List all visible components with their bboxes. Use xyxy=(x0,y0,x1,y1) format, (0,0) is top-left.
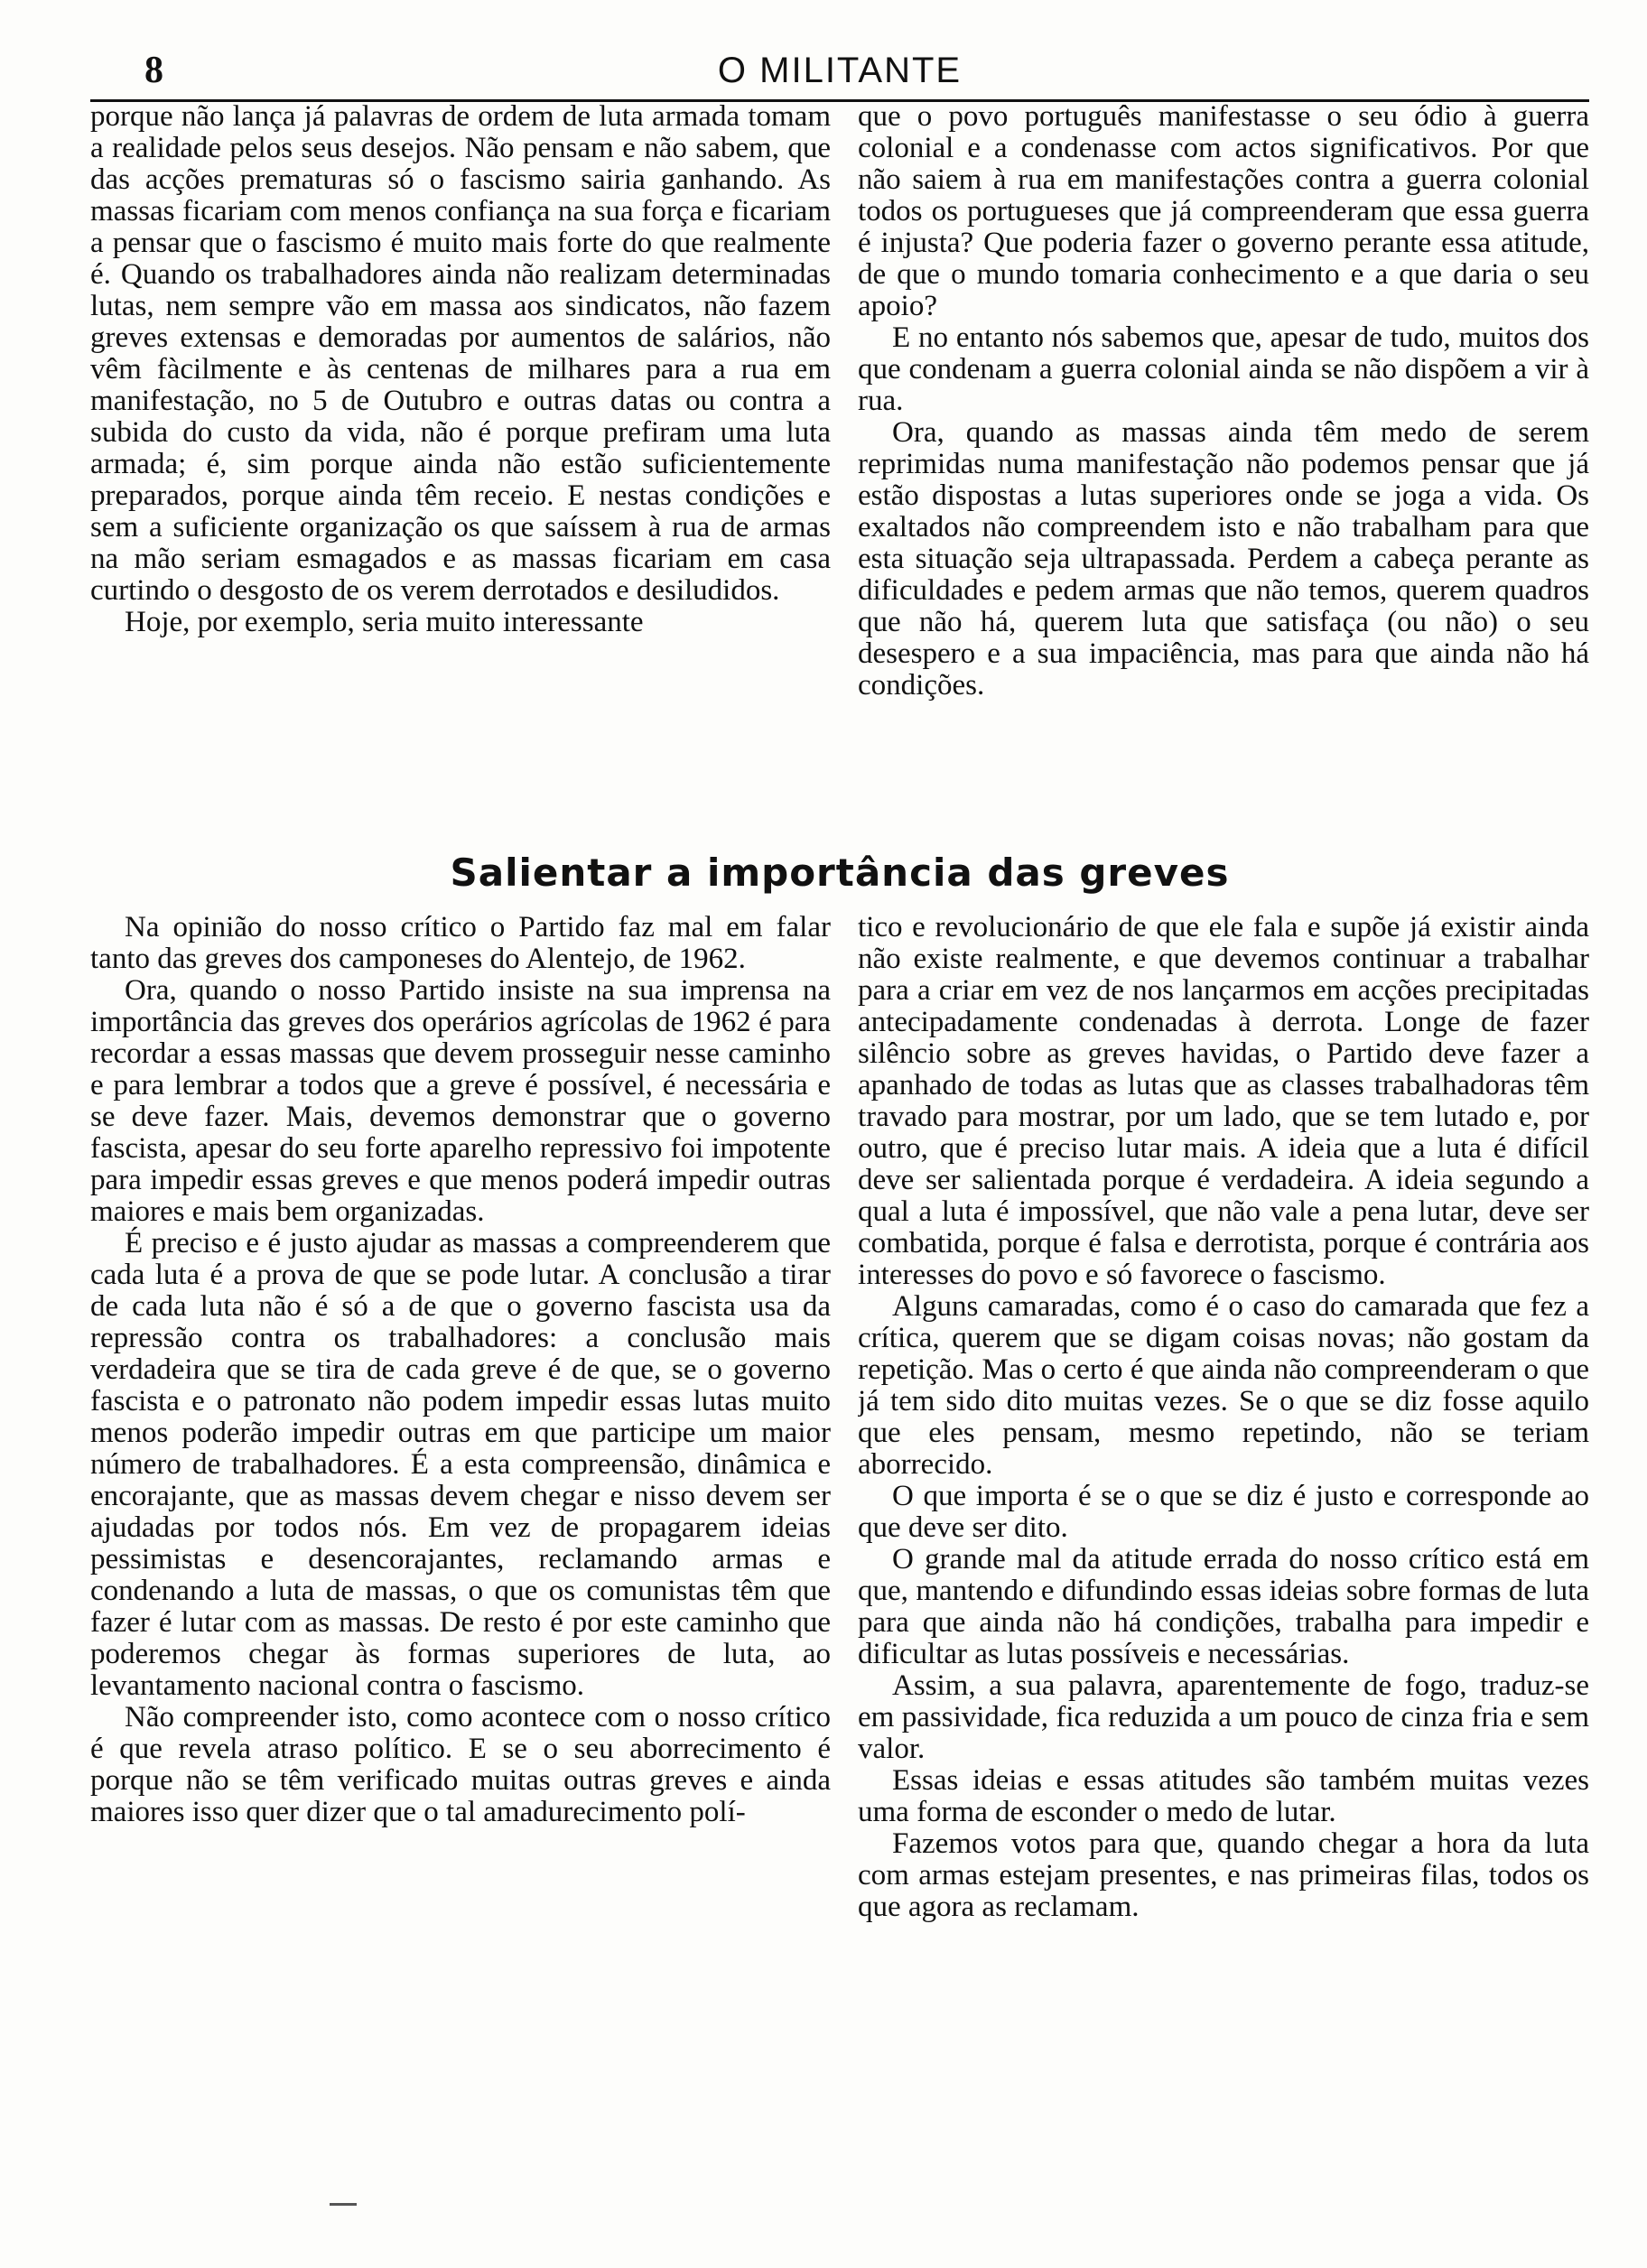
top-right-column xyxy=(858,101,1589,834)
paragraph: E no entanto nós sabemos que, apesar de tudo, muitos dos que condenam a guerra colonial ainda se não dispõem a vir à rua. xyxy=(858,321,1589,417)
paragraph: que o povo português manifestasse o seu ódio à guerra colonial e a condenasse com actos significativos. Por que não saiem à rua em manifestações contra a guerra colonial todos os portugueses que já compreenderam que essa guerra é injusta? Que poderia fazer o governo perante essa atitude, de que o mundo tomaria conhecimento e a que daria o seu apoio? xyxy=(858,101,1589,322)
page-header xyxy=(90,45,1589,102)
publication-title: O MILITANTE xyxy=(717,51,963,90)
top-left-column xyxy=(90,101,831,834)
paragraph: Hoje, por exemplo, seria muito interessante xyxy=(125,606,644,638)
paragraph: Essas ideias e essas atitudes são também muitas vezes uma forma de esconder o medo de lutar. xyxy=(858,1764,1589,1828)
paragraph: Assim, a sua palavra, aparentemente de fogo, traduz-se em passividade, fica reduzida a um pouco de cinza fria e sem valor. xyxy=(858,1669,1589,1765)
paragraph: O grande mal da atitude errada do nosso crítico está em que, mantendo e difundindo essas ideias sobre formas de luta para que ainda não há condições, trabalha para impedir e dificultar as lutas possíveis e necessárias. xyxy=(858,1543,1589,1670)
paragraph: Na opinião do nosso crítico o Partido faz mal em falar tanto das greves dos camponeses do Alentejo, de 1962. xyxy=(90,912,831,975)
paragraph: É preciso e é justo ajudar as massas a compreenderem que cada luta é a prova de que se pode lutar. A conclusão a tirar de cada luta não é só a de que o governo fascista usa da repressão contra os trabalhadores: a conclusão mais verdadeira que se tira de cada greve é de que, se o governo fascista e o patronato não podem impedir essas lutas muito menos poderão impedir outras em que participe um maior número de trabalhadores. É a esta compreensão, dinâmica e encorajante, que as massas devem chegar e nisso devem ser ajudadas por todos nós. Em vez de propagarem ideias pessimistas e desencorajantes, reclamando armas e condenando a luta de massas, o que os comunistas têm que fazer é lutar com as massas. De resto é por este caminho que poderemos chegar às formas superiores de luta, ao levantamento nacional contra o fascismo. xyxy=(90,1227,831,1702)
bottom-right-column xyxy=(858,912,1589,2171)
paragraph: Não compreender isto, como acontece com o nosso crítico é que revela atraso político. E se o seu aborrecimento é porque não se têm verificado muitas outras greves e ainda maiores isso quer dizer que o tal amadurecimento polí- xyxy=(90,1701,831,1828)
paragraph: Fazemos votos para que, quando chegar a hora da luta com armas estejam presentes, e nas primeiras filas, todos os que agora as reclamam. xyxy=(858,1827,1589,1923)
section-heading: Salientar a importância das greves xyxy=(450,850,1230,895)
paragraph: Ora, quando as massas ainda têm medo de serem reprimidas numa manifestação não podemos pensar que já estão dispostas a lutas superiores onde se joga a vida. Os exaltados não compreendem isto e não trabalham para que esta situação seja ultrapassada. Perdem a cabeça perante as dificuldades e pedem armas que não temos, querem quadros que não há, querem luta que satisfaça (ou não) o seu desespero e a sua impaciência, mas para que ainda não há condições. xyxy=(858,416,1589,702)
bottom-left-column xyxy=(90,912,831,2171)
paragraph: porque não lança já palavras de ordem de luta armada tomam a realidade pelos seus desejos. Não pensam e não sabem, que das acções prematuras só o fascismo sairia ganhando. As massas ficariam com menos confiança na sua força e ficariam a pensar que o fascismo é muito mais forte do que realmente é. Quando os trabalhadores ainda não realizam determinadas lutas, nem sempre vão em massa aos sindicatos, não fazem greves extensas e demoradas por aumentos de salários, não vêm fàcilmente e às centenas de milhares para a rua em manifestação, no 5 de Outubro e outras datas ou contra a subida do custo da vida, não é porque prefiram uma luta armada; é, sim porque ainda não estão suficientemente preparados, porque ainda têm receio. E nestas condições e sem a suficiente organização os que saíssem à rua de armas na mão seriam esmagados e as massas ficariam em casa curtindo o desgosto de os verem derrotados e desiludidos. xyxy=(90,101,831,607)
paragraph: tico e revolucionário de que ele fala e supõe já existir ainda não existe realmente, e que devemos continuar a trabalhar para a criar em vez de nos lançarmos em acções precipitadas antecipadamente condenadas à derrota. Longe de fazer silêncio sobre as greves havidas, o Partido deve fazer a apanhado de todas as lutas que as classes trabalhadoras têm travado para mostrar, por um lado, que se tem lutado e, por outro, que é preciso lutar mais. A ideia que a luta é difícil deve ser salientada porque é verdadeira. A ideia segundo a qual a luta é impossível, que não vale a pena lutar, deve ser combatida, porque é falsa e derrotista, porque é contrária aos interesses do povo e só favorece o fascismo. xyxy=(858,912,1589,1291)
paragraph: O que importa é se o que se diz é justo e corresponde ao que deve ser dito. xyxy=(858,1480,1589,1544)
paragraph: Alguns camaradas, como é o caso do camarada que fez a crítica, querem que se digam coisas novas; não gostam da repetição. Mas o certo é que ainda não compreenderam o que já tem sido dito muitas vezes. Se o que se diz fosse aquilo que eles pensam, mesmo repetindo, não se teriam aborrecido. xyxy=(858,1290,1589,1481)
ink-smudge xyxy=(330,2203,357,2206)
paragraph: Ora, quando o nosso Partido insiste na sua imprensa na importância das greves dos operários agrícolas de 1962 é para recordar a essas massas que devem prosseguir nesse caminho e para lembrar a todos que a greve é possível, é necessária e se deve fazer. Mais, devemos demonstrar que o governo fascista, apesar do seu forte aparelho repressivo foi impotente para impedir essas greves e que menos poderá impedir outras maiores e mais bem organizadas. xyxy=(90,974,831,1228)
page-number: 8 xyxy=(144,50,163,91)
